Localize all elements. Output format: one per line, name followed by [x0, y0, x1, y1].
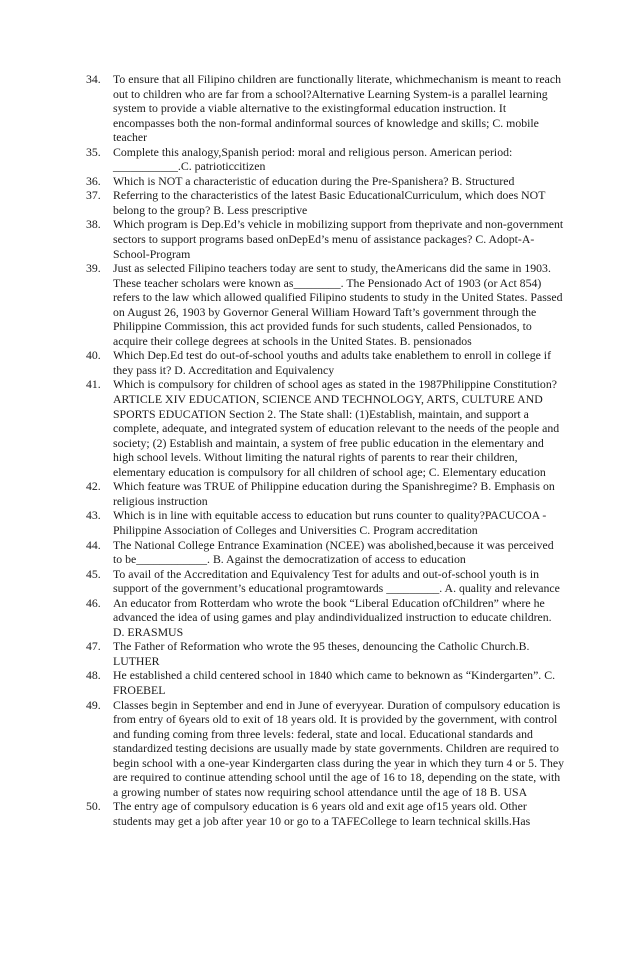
question-number: 50.	[86, 799, 101, 814]
question-item	[86, 72, 564, 145]
question-item	[86, 698, 564, 800]
question-item	[86, 348, 564, 377]
question-text: Referring to the characteristics of the latest Basic EducationalCurriculum, which does NOT belong to the group? B. Less prescriptive	[113, 188, 546, 217]
question-number: 38.	[86, 217, 101, 232]
question-item	[86, 145, 564, 174]
question-number: 40.	[86, 348, 101, 363]
question-number: 43.	[86, 508, 101, 523]
question-text: To avail of the Accreditation and Equivalency Test for adults and out-of-school youth is in support of the government’s educational programtowards _________. A. quality and relevance	[113, 566, 560, 596]
question-item	[86, 639, 564, 668]
question-text: Just as selected Filipino teachers today are sent to study, theAmericans did the same in 1903. These teacher scholars were known as________. The Pensionado Act of 1903 (or Act 854) refers to the law which allowed qualified Filipino students to study in the United States. Passed on August 26, 1903 by Governor General William Howard Taft’s government through the Philippine Commission, this act provided funds for such students, called Pensionados, to acquire their college degrees at schools in the United States. B. pensionados	[113, 261, 563, 348]
question-number: 46.	[86, 595, 101, 610]
question-item	[86, 377, 564, 479]
question-number: 42.	[86, 479, 101, 494]
question-number: 47.	[86, 639, 101, 654]
question-list	[86, 72, 564, 828]
question-number: 36.	[86, 173, 101, 188]
question-item	[86, 799, 564, 828]
question-item	[86, 596, 564, 640]
question-number: 34.	[86, 72, 101, 86]
question-text: An educator from Rotterdam who wrote the book “Liberal Education ofChildren” where he advanced the idea of using games and play andindividualized instruction to educate children. D. ERASMUS	[113, 595, 552, 639]
question-text: The entry age of compulsory education is 6 years old and exit age of15 years old. Other students may get a job after year 10 or go to a TAFECollege to learn technical skills.Has	[113, 799, 531, 828]
question-number: 37.	[86, 188, 101, 203]
question-item	[86, 174, 564, 189]
question-item	[86, 567, 564, 596]
question-number: 44.	[86, 537, 101, 552]
question-text: He established a child centered school in 1840 which came to beknown as “Kindergarten”. C. FROEBEL	[113, 668, 556, 697]
question-text: Which Dep.Ed test do out-of-school youths and adults take enablethem to enroll in college if they pass it? D. Accreditation and Equivalency	[113, 348, 552, 377]
question-number: 39.	[86, 261, 101, 276]
question-text: Complete this analogy,Spanish period: moral and religious person. American period: ___________.C. patrioticcitizen	[113, 144, 513, 174]
question-number: 48.	[86, 668, 101, 683]
question-item	[86, 508, 564, 537]
question-number: 49.	[86, 697, 101, 712]
question-text: Which is compulsory for children of school ages as stated in the 1987Philippine Constitution? ARTICLE XIV EDUCATION, SCIENCE AND TECHNOLOGY, ARTS, CULTURE AND SPORTS EDUCATION Section 2. The State shall: (1)Establish, maintain, and support a complete, adequate, and integrated system of education relevant to the needs of the people and society; (2) Establish and maintain, a system of free public education in the elementary and high school levels. Without limiting the natural rights of parents to rear their children, elementary education is compulsory for all children of school age; C. Elementary education	[113, 377, 560, 479]
question-text: Which program is Dep.Ed’s vehicle in mobilizing support from theprivate and non-government sectors to support programs based onDepEd’s menu of assistance packages? C. Adopt-A-School-Program	[113, 217, 564, 261]
question-text: To ensure that all Filipino children are functionally literate, whichmechanism is meant to reach out to children who are far from a school?Alternative Learning System-is a parallel learning system to provide a viable alternative to the existingformal education instruction. It encompasses both the non-formal andinformal sources of knowledge and skills; C. mobile teacher	[113, 72, 561, 145]
question-item	[86, 668, 564, 697]
question-text: Which feature was TRUE of Philippine education during the Spanishregime? B. Emphasis on religious instruction	[113, 479, 555, 508]
question-item	[86, 479, 564, 508]
question-number: 45.	[86, 566, 101, 581]
question-number: 35.	[86, 144, 101, 159]
question-item	[86, 261, 564, 348]
question-item	[86, 188, 564, 217]
question-text: Which is in line with equitable access to education but runs counter to quality?PACUCOA - Philippine Association of Colleges and Universities C. Program accreditation	[113, 508, 547, 537]
question-text: The National College Entrance Examination (NCEE) was abolished,because it was perceived to be____________. B. Against the democratization of access to education	[113, 537, 554, 567]
question-text: The Father of Reformation who wrote the 95 theses, denouncing the Catholic Church.B. LUTHER	[113, 639, 530, 668]
question-item	[86, 217, 564, 261]
question-item	[86, 538, 564, 567]
question-text: Which is NOT a characteristic of education during the Pre-Spanishera? B. Structured	[113, 173, 515, 188]
question-text: Classes begin in September and end in June of everyyear. Duration of compulsory education is from entry of 6years old to exit of 18 years old. It is provided by the government, with control and funding coming from three levels: federal, state and local. Educational standards and standardized testing decisions are usually made by state governments. Children are required to begin school with a one-year Kindergarten class during the year in which they turn 4 or 5. They are required to continue attending school until the age of 16 to 18, depending on the state, with a growing number of states now requiring school attendance until the age of 18 B. USA	[113, 697, 564, 799]
question-number: 41.	[86, 377, 101, 392]
